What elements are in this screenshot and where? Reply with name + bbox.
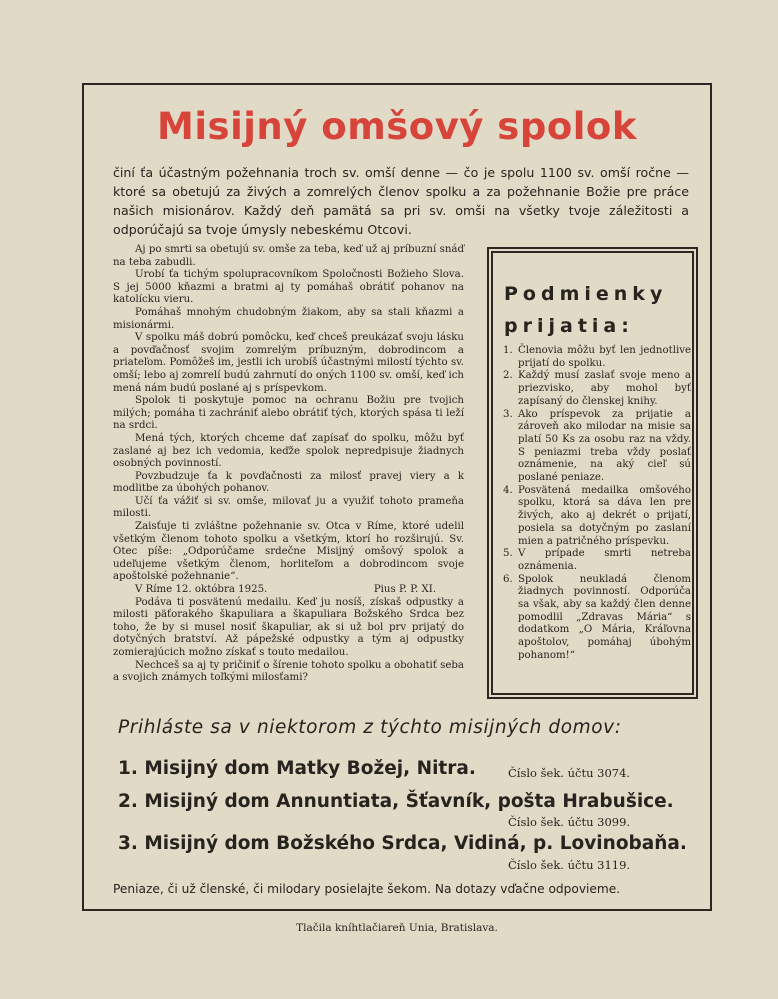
paragraph: Urobí ťa tichým spolupracovníkom Spoločnosti Božieho Slova. S jej 5000 kňazmi a bratmi aj ty pomáhaš obrátiť pohanov na katolícku vieru. (113, 269, 464, 306)
item-text: V prípade smrti netreba oznámenia. (518, 548, 691, 572)
item-number: 2. (503, 370, 513, 382)
item-text: Posvätená medailka omšového spolku, ktorá sa dáva len pre živých, ako aj dekrét o prijatí, posiela sa dotyčným po zaslaní mien a patričného príspevku. (518, 484, 691, 547)
list-item (503, 345, 691, 370)
paragraph: Povzbudzuje ťa k povďačnosti za milosť pravej viery a k modlitbe za úbohých pohanov. (113, 470, 464, 495)
mission-house-3: 3. Misijný dom Božského Srdca, Vidiná, p. Lovinobaňa. (118, 833, 687, 854)
list-item (503, 548, 691, 573)
printer-credit: Tlačila kníhtlačiareň Unia, Bratislava. (296, 922, 498, 934)
account-number-1: Číslo šek. účtu 3074. (508, 766, 631, 780)
paragraph: Mená tých, ktorých chceme dať zapísať do spolku, môžu byť zaslané aj bez ich vedomia, keďže spolok nepredpisuje žiadnych osobných povinností. (113, 432, 464, 470)
call-to-action: Prihláste sa v niektorom z týchto misijných domov: (118, 717, 622, 738)
item-text: Ako príspevok za prijatie a zároveň ako milodar na misie sa platí 50 Ks za osobu raz na vždy. S peniazmi treba vždy poslať oznámenie, na aký cieľ sú poslané peniaze. (518, 408, 691, 484)
paragraph: Nechceš sa aj ty pričiniť o šírenie tohoto spolku a obohatiť seba a svojich známych toľkými milosťami? (113, 659, 464, 684)
paragraph: Podáva ti posvätenú medailu. Keď ju nosíš, získaš odpustky a milosti päťorakého škapuliara a škapuliara Božského Srdca bez toho, že by si musel nosiť škapuliar, ak si už bol prv prijatý do dotyčných bratství. Až pápežské odpustky a tým aj odpustky zomierajúcich možno získať s touto medailou. (113, 596, 464, 658)
intro-text: činí ťa účastným požehnania troch sv. omší denne — čo je spolu 1100 sv. omší ročne — ktoré sa obetujú za živých a zomrelých členov spolku a za požehnanie Božie pre práce našich misionárov. Každý deň pamätá sa pri sv. omši na všetky tvoje záležitosti a odporúčajú sa tvoje úmysly nebeskému Otcovi. (113, 165, 689, 237)
item-text: Spolok neukladá členom žiadnych povinností. Odporúča sa však, aby sa každý člen denne pomodlil „Zdravas Mária“ s dodatkom „O Mária, Kráľovna apoštolov, pomáhaj úbohým pohanom!“ (518, 573, 691, 661)
conditions-heading (504, 278, 694, 342)
paragraph: V spolku máš dobrú pomôcku, keď chceš preukázať svoju lásku a povďačnosť svojim zomrelým príbuzným, dobrodincom a priateľom. Pomôžeš im, jestli ich urobíš účastnými milostí týchto sv. omší; lebo aj zomrelí budú zahrnutí do oných 1100 sv. omší, keď ich mená nám budú poslané aj s príspevkom. (113, 332, 464, 394)
item-text: Členovia môžu byť len jednotlive prijatí do spolku. (518, 345, 691, 369)
paragraph: Učí ťa vážiť si sv. omše, milovať ju a využiť tohoto prameňa milosti. (113, 495, 464, 520)
account-number-3: Číslo šek. účtu 3119. (508, 858, 631, 872)
signature-line (113, 584, 464, 597)
left-column (113, 244, 464, 685)
item-number: 4. (503, 484, 513, 496)
account-number-2: Číslo šek. účtu 3099. (508, 815, 631, 829)
mission-house-1: 1. Misijný dom Matky Božej, Nitra. (118, 758, 476, 779)
signature-name: Pius P. P. XI. (373, 584, 436, 596)
conditions-heading-line1: Podmienky (504, 283, 668, 305)
paragraph: Zaisťuje ti zvláštne požehnanie sv. Otca v Ríme, ktoré udelil všetkým členom tohoto spolku a všetkým, ktorí ho rozširujú. Sv. Otec píše: „Odporúčame srdečne Misijný omšový spolok a udeľujeme všetkým členom, horliteľom a dobrodincom svoje apoštolské požehnanie“. (113, 521, 464, 583)
list-item (503, 574, 691, 663)
signature-place-date: V Ríme 12. októbra 1925. (135, 584, 268, 596)
item-number: 5. (503, 548, 513, 560)
page-title: Misijný omšový spolok (157, 105, 637, 148)
conditions-list (503, 345, 691, 663)
item-number: 3. (503, 408, 513, 420)
mission-house-2: 2. Misijný dom Annuntiata, Šťavník, pošta Hrabušice. (118, 791, 674, 812)
conditions-heading-line2: prijatia: (504, 315, 634, 337)
item-number: 6. (503, 573, 513, 585)
paragraph: Pomáhaš mnohým chudobným žiakom, aby sa stali kňazmi a misionármi. (113, 306, 464, 331)
footer-note: Peniaze, či už členské, či milodary posielajte šekom. Na dotazy vďačne odpovieme. (113, 882, 621, 896)
list-item (503, 485, 691, 549)
list-item (503, 409, 691, 485)
paragraph: Aj po smrti sa obetujú sv. omše za teba, keď už aj príbuzní snáď na teba zabudli. (113, 244, 464, 268)
paragraph: Spolok ti poskytuje pomoc na ochranu Božiu pre tvojich milých; pomáha ti zachrániť alebo obrátiť tých, ktorých spása ti leží na srdci. (113, 395, 464, 432)
list-item (503, 370, 691, 408)
item-number: 1. (503, 345, 513, 356)
item-text: Každý musí zaslať svoje meno a priezvisko, aby mohol byť zapísaný do členskej knihy. (518, 370, 691, 407)
